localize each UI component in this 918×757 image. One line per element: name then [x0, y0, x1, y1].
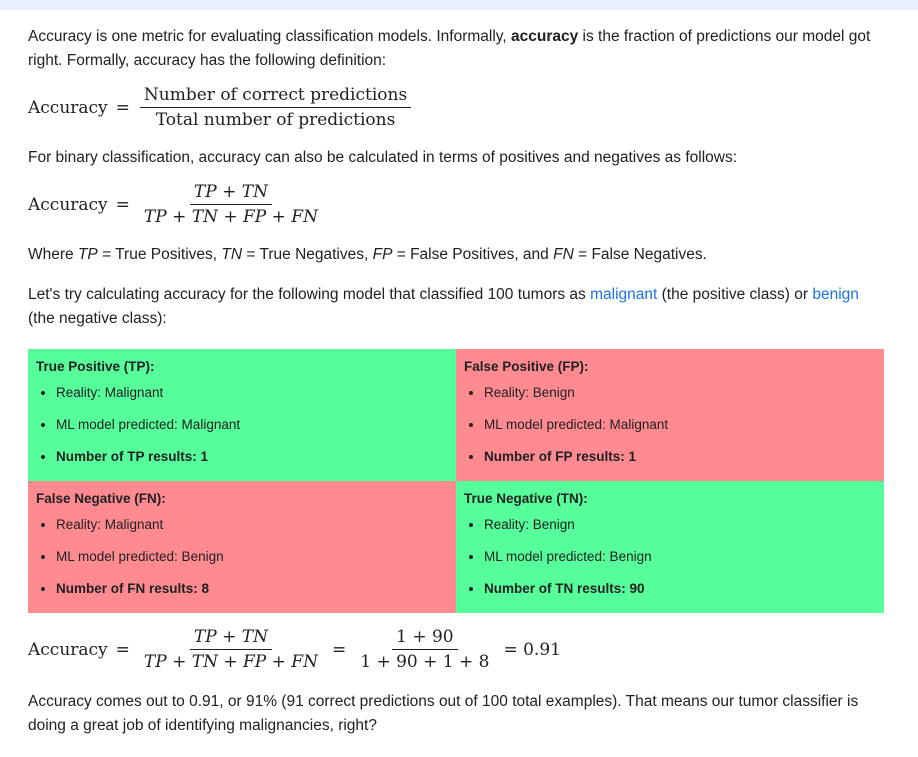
list-item: • Number of TN results: 90 [484, 579, 876, 599]
fp-definition: = False Positives, and [392, 246, 554, 263]
cell-list [36, 515, 448, 599]
list-item: • Reality: Malignant [56, 383, 448, 403]
tn-definition: = True Negatives, [242, 246, 373, 263]
list-item: • Reality: Benign [484, 383, 876, 403]
list-item: • Reality: Benign [484, 515, 876, 535]
cell-list [464, 383, 876, 467]
fraction-denominator: 1 + 90 + 1 + 8 [360, 652, 490, 672]
fraction [140, 85, 411, 130]
list-item: • Number of FN results: 8 [56, 579, 448, 599]
false-negative-cell [28, 481, 456, 613]
formula-equals: = [115, 639, 130, 660]
accuracy-calculation [28, 627, 888, 672]
confusion-matrix [28, 349, 884, 613]
fraction-numerator: 1 + 90 [392, 627, 458, 650]
formula-result: = 0.91 [503, 639, 561, 660]
conclusion-paragraph: Accuracy comes out to 0.91, or 91% (91 correct predictions out of 100 total examples). That means our tumor classifier is doing a great job of identifying malignancies, right? [28, 693, 859, 734]
cell-list [36, 383, 448, 467]
malignant-link[interactable]: malignant [590, 286, 658, 303]
false-positive-cell [456, 349, 884, 481]
accuracy-formula-binary [28, 182, 888, 227]
formula-equals: = [115, 194, 130, 215]
list-item: • Number of TP results: 1 [56, 447, 448, 467]
formula-equals: = [331, 639, 347, 660]
example-text: Let's try calculating accuracy for the following model that classified 100 tumors as [28, 286, 591, 303]
list-item: • Reality: Malignant [56, 515, 448, 535]
accuracy-formula-definition [28, 85, 888, 130]
fraction-numerator: TP + TN [190, 627, 272, 650]
tp-abbrev: TP [77, 246, 98, 263]
true-negative-cell [456, 481, 884, 613]
tp-definition: = True Positives, [97, 246, 222, 263]
fraction-numeric [356, 627, 493, 672]
accuracy-term: accuracy [510, 28, 579, 45]
where-paragraph [28, 243, 888, 267]
example-paragraph [28, 283, 888, 331]
example-text-mid: (the positive class) or [657, 286, 813, 303]
top-banner [0, 0, 918, 10]
intro-text: Accuracy is one metric for evaluating classification models. Informally, [28, 28, 511, 45]
list-item: • ML model predicted: Malignant [484, 415, 876, 435]
cell-title: False Positive (FP): [464, 359, 589, 374]
where-prefix: Where [28, 246, 78, 263]
list-item: • ML model predicted: Benign [484, 547, 876, 567]
cell-title: True Positive (TP): [36, 359, 155, 374]
article-content [28, 25, 888, 738]
intro-text-end: is the fraction of predictions our model got right. Formally, accuracy has the following definition: [28, 28, 871, 69]
cell-title: True Negative (TN): [464, 491, 588, 506]
tn-abbrev: TN [221, 246, 243, 263]
fn-abbrev: FN [553, 246, 574, 263]
fp-abbrev: FP [372, 246, 393, 263]
fraction [140, 182, 322, 227]
fraction-numerator: Number of correct predictions [140, 85, 411, 108]
list-item: • Number of FP results: 1 [484, 447, 876, 467]
fraction-numerator: TP + TN [190, 182, 272, 205]
binary-paragraph: For binary classification, accuracy can also be calculated in terms of positives and negatives as follows: [28, 149, 738, 166]
example-text-end: (the negative class): [28, 310, 167, 327]
fraction-denominator: TP + TN + FP + FN [143, 207, 318, 227]
formula-lhs: Accuracy [28, 639, 108, 660]
cell-title: False Negative (FN): [36, 491, 166, 506]
formula-equals: = [115, 97, 130, 118]
list-item: • ML model predicted: Benign [56, 547, 448, 567]
fraction-symbolic [140, 627, 322, 672]
fraction-denominator: Total number of predictions [155, 110, 396, 130]
fraction-denominator: TP + TN + FP + FN [143, 652, 318, 672]
cell-list [464, 515, 876, 599]
formula-lhs: Accuracy [28, 97, 108, 118]
true-positive-cell [28, 349, 456, 481]
fn-definition: = False Negatives. [573, 246, 707, 263]
intro-paragraph [28, 25, 888, 73]
benign-link[interactable]: benign [812, 286, 859, 303]
formula-lhs: Accuracy [28, 194, 108, 215]
list-item: • ML model predicted: Malignant [56, 415, 448, 435]
